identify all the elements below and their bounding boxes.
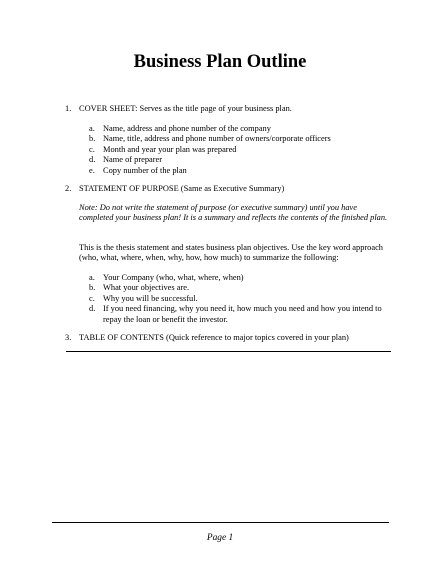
list-item-text: What your objectives are.: [103, 283, 190, 293]
list-item: [79, 134, 389, 144]
list-item: [79, 155, 389, 165]
list-marker: e.: [89, 165, 95, 175]
list-item-text: Why you will be successful.: [103, 293, 198, 303]
list-marker: b.: [89, 283, 96, 293]
list-item: [79, 294, 389, 304]
list-marker: b.: [89, 134, 96, 144]
section-number: 2.: [65, 184, 72, 193]
list-item-text: Month and year your plan was prepared: [103, 144, 237, 154]
section-number: 3.: [65, 333, 72, 342]
list-item: [79, 304, 389, 325]
list-item-text: Name of preparer: [103, 155, 163, 165]
section-heading-text: STATEMENT OF PURPOSE (Same as Executive Summary): [79, 184, 285, 193]
list-marker: d.: [89, 304, 96, 314]
section-divider: [66, 351, 391, 352]
list-item: [79, 145, 389, 155]
list-item-text: Copy number of the plan: [103, 165, 187, 175]
list-item: [79, 283, 389, 293]
list-item-text: Name, address and phone number of the company: [103, 124, 271, 133]
document-title: Business Plan Outline: [133, 52, 307, 72]
list-item: [79, 166, 389, 176]
section-2-note: Note: Do not write the statement of purpose (or executive summary) until you have completed your business plan! It is a summary and reflects the contents of the finished plan.: [79, 203, 388, 223]
section-heading-text: COVER SHEET: Serves as the title page of your business plan.: [79, 104, 292, 113]
list-marker: c.: [89, 144, 95, 154]
list-marker: c.: [89, 293, 95, 303]
list-item-text: Your Company (who, what, where, when): [103, 273, 244, 282]
page-number: Page 1: [206, 533, 234, 543]
section-1-list: [79, 124, 389, 176]
section-2-body: This is the thesis statement and states business plan objectives. Use the key word approach (who, what, where, when, why, how, how much) to summarize the following:: [79, 243, 383, 263]
section-heading-text: TABLE OF CONTENTS (Quick reference to major topics covered in your plan): [79, 333, 349, 342]
footer-divider: [52, 522, 389, 523]
section-number: 1.: [65, 104, 72, 113]
list-marker: a.: [89, 124, 95, 133]
list-item-text: Name, title, address and phone number of owners/corporate officers: [103, 134, 331, 144]
list-marker: d.: [89, 155, 96, 165]
list-item: [79, 273, 389, 283]
list-item: [79, 124, 389, 134]
list-marker: a.: [89, 273, 95, 282]
section-2-list: [79, 273, 389, 325]
list-item-text: If you need financing, why you need it, how much you need and how you intend to repay the loan or benefit the investor.: [103, 304, 382, 324]
